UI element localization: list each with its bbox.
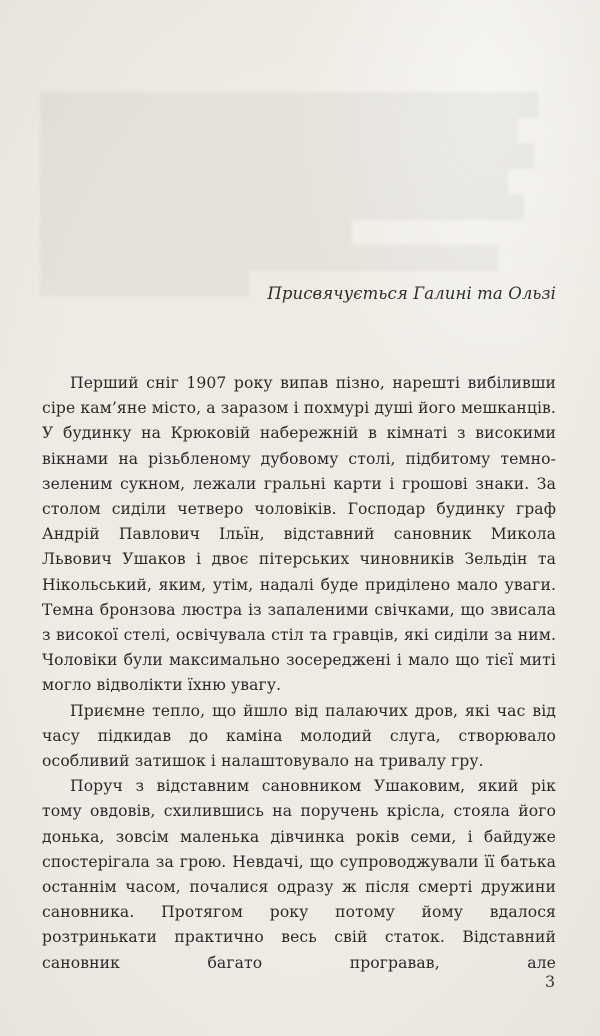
paragraph: Приємне тепло, що йшло від палаючих дров, які час від часу підкидав до каміна молодий слуга, створювало особливий затишок і налаштовувало на тривалу гру. — [42, 701, 556, 771]
paragraph: Поруч з відставним сановником Ушаковим, який рік тому овдовів, схилившись на поручень крісла, стояла його донька, зовсім маленька дівчинка років семи, і байдуже спостерігала за грою. Невдачі, що супроводжували її батька останнім часом, почалися одразу ж після смерті дружини сановника. Протягом року потому йому вдалося розтринькати практично весь свій статок. Відставний сановник багато програвав, але — [42, 777, 556, 972]
dedication: Присвячується Галині та Ользі — [267, 284, 556, 303]
body-text — [42, 371, 556, 976]
paragraph: Перший сніг 1907 року випав пізно, нарешті вибіливши сіре кам’яне місто, а заразом і похмурі душі його мешканців. У будинку на Крюковій набережній в кімнаті з високими вікнами на різьбленому дубовому столі, підбитому темно-зеленим сукном, лежали гральні карти і грошові знаки. За столом сиділи четверо чоловіків. Господар будинку граф Андрій Павлович Ільїн, відставний сановник Микола Львович Ушаков і двоє пітерських чиновників Зельдін та Нікольський, яким, утім, надалі буде приділено мало уваги. Темна бронзова люстра із запаленими свічками, що звисала з високої стелі, освічувала стіл та гравців, які сиділи за ним. Чоловіки були максимально зосереджені і мало що тієї миті могло відволікти їхню увагу. — [42, 374, 556, 695]
page-number: 3 — [545, 972, 556, 991]
bleed-through-text — [40, 92, 560, 296]
